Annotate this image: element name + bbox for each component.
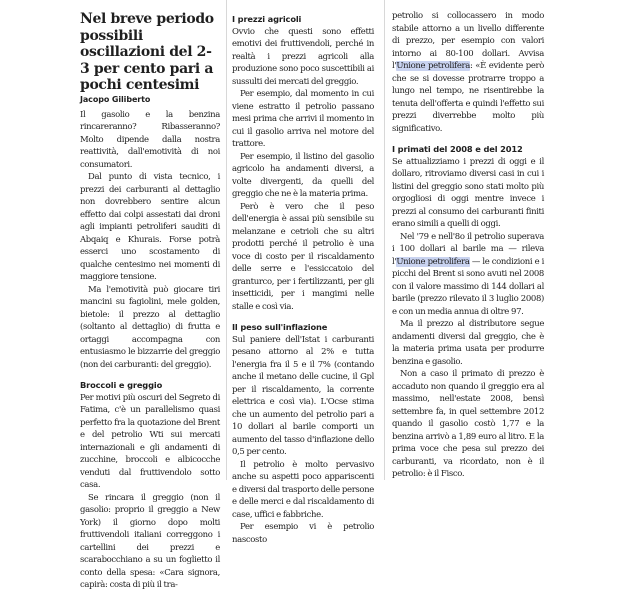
- paragraph: Ma il prezzo al distributore segue andamenti diversi dal greggio, che è la materia prima usata per produrre benzina e gasolio.: [392, 319, 544, 367]
- column-divider: [226, 0, 227, 480]
- paragraph: Per esempio vi è petrolio nascosto: [232, 522, 374, 545]
- paragraph-text: Nel '79 e nell'8o il petrolio superava i 100 dollari al barile ma — rileva l': [392, 231, 544, 267]
- highlighted-term[interactable]: Unione petrolifera: [396, 61, 470, 71]
- column-divider: [384, 0, 385, 480]
- paragraph: Per esempio, dal momento in cui viene estratto il petrolio passano mesi prima che arrivi il momento in cui il gasolio arriva nel motore del trattore.: [232, 89, 374, 149]
- paragraph: [392, 231, 544, 319]
- paragraph: Se rincara il greggio (non il gasolio: proprio il greggio a New York) il giorno dopo molti fruttivendoli italiani correggono i cartellini dei prezzi e scarabocchiano a su un foglietto il conto della spesa: «Cara signora, capirà: costa di più il tra-: [80, 492, 220, 590]
- paragraph: Dal punto di vista tecnico, i prezzi dei carburanti al dettaglio non dovrebbero sentire alcun effetto dai colpi assestati dai droni agli impianti petroliferi sauditi di Abqaiq e Khurais. Forse potrà esserci uno scostamento di qualche centesimo nei momenti di maggiore tensione.: [80, 172, 220, 282]
- article-headline: Nel breve periodo possibili oscillazioni del 2-3 per cento pari a pochi centesimi: [80, 11, 214, 93]
- paragraph-text: — le condizioni e i picchi del Brent si sono avuti nel 2008 con il valore massimo di 144 dollari al barile (prezzo rilevato il 3 luglio 2008) e con un media annua di oltre 97.: [392, 256, 544, 317]
- paragraph-text: petrolio si collocassero in modo stabile attorno a un livello differente di prezzo, per esempio con valori intorno ai 80-100 dollari. Avvisa l': [392, 11, 544, 71]
- paragraph-text: : «È evidente però che se si dovesse protrarre troppo a lungo nel tempo, ne risentirebbe la tenuta dell'offerta e quindi l'effetto sui prezzi diverrebbe molto più significativo.: [392, 61, 544, 134]
- paragraph: Però è vero che il peso dell'energia è assai più sensibile su melanzane e cetrioli che su altri prodotti perché il petrolio è una voce di costo per il riscaldamento delle serre e l'essiccatoio del granturco, per i fertilizzanti, per gli insetticidi, per i mangimi nelle stalle e così via.: [232, 201, 374, 312]
- paragraph: Non a caso il primato di prezzo è accaduto non quando il greggio era al massimo, nell'estate 2008, bensì settembre fa, in quel settembre 2012 quando il gasolio costò 1,77 e la benzina arrivò a 1,89 euro al litro. E la prima voce che pesa sul prezzo dei carburanti, va ricordato, non è il petrolio: è il Fisco.: [392, 369, 544, 479]
- article-column-3: [392, 0, 544, 481]
- paragraph: [392, 10, 544, 135]
- paragraph: Ma l'emotività può giocare tiri mancini su fagiolini, mele golden, bietole: il prezzo al dettaglio (soltanto al dettaglio) di frutta e ortaggi accompagna con entusiasmo le bizzarrie del greggio (non dei carburanti: del greggio).: [80, 284, 220, 370]
- article-column-1: [80, 0, 220, 592]
- section-heading: Il peso sull'inflazione: [232, 322, 328, 332]
- paragraph: Per motivi più oscuri del Segreto di Fatima, c'è un parallelismo quasi perfetto fra la quotazione del Brent e del petrolio Wti sui mercati internazionali e gli andamenti di zucchine, broccoli e albicocche venduti dal fruttivendolo sotto casa.: [80, 392, 220, 490]
- article-column-2: [232, 0, 374, 546]
- section-heading: Broccoli e greggio: [80, 380, 163, 390]
- paragraph: Ovvio che questi sono effetti emotivi dei fruttivendoli, perché in realtà i prezzi agricoli alla produzione sono poco suscettibili ai sussulti dei mercati del greggio.: [232, 26, 374, 87]
- article-byline: Jacopo Giliberto: [80, 94, 151, 104]
- paragraph: Sul paniere dell'Istat i carburanti pesano attorno al 2% e tutta l'energia fra il 5 e il 7% (contando anche il metano delle cucine, il Gpl per il riscaldamento, la corrente elettrica e così via). L'Ocse stima che un aumento del petrolio pari a 10 dollari al barile comporti un aumento del tasso d'inflazione dello 0,5 per cento.: [232, 334, 374, 457]
- paragraph: Se attualizziamo i prezzi di oggi e il dollaro, ritroviamo diversi casi in cui i listini del greggio sono stati molto più orgogliosi di oggi mentre invece i prezzi al consumo dei carburanti finiti erano simili a quelli di oggi.: [392, 156, 544, 229]
- section-heading: I primati del 2008 e del 2012: [392, 144, 523, 154]
- paragraph: Il gasolio e la benzina rincareranno? Ribasseranno? Molto dipende dalla nostra reattività, dall'emotività di noi consumatori.: [80, 109, 220, 170]
- section-heading: I prezzi agricoli: [232, 14, 302, 24]
- paragraph: Per esempio, il listino del gasolio agricolo ha andamenti diversi, a volte divergenti, da quelli del greggio che ne è la materia prima.: [232, 151, 374, 199]
- highlighted-term[interactable]: Unione petrolifera: [396, 256, 470, 267]
- paragraph: Il petrolio è molto pervasivo anche su aspetti poco appariscenti e diversi dal trasporto delle persone e delle merci e dal riscaldamento di case, uffici e fabbriche.: [232, 459, 374, 520]
